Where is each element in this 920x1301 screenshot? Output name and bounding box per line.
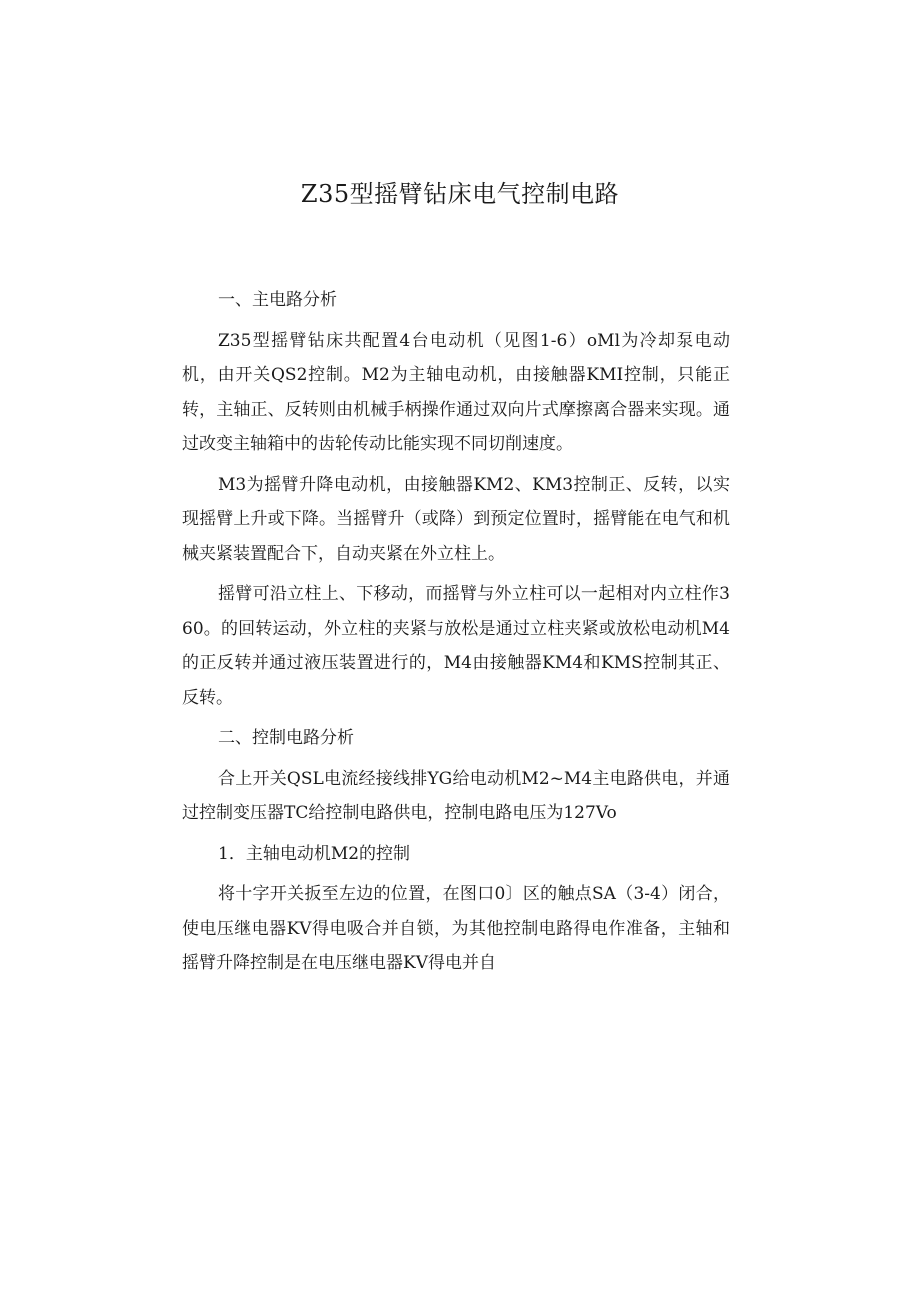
paragraph-power-supply: 合上开关QSL电流经接线排YG给电动机M2~M4主电路供电，并通过控制变压器TC给控制电路供电，控制电路电压为127Vo (182, 768, 730, 823)
paragraph-column-clamp: 摇臂可沿立柱上、下移动，而摇臂与外立柱可以一起相对内立柱作360。的回转运动，外立柱的夹紧与放松是通过立柱夹紧或放松电动机M4的正反转并通过液压装置进行的，M4由接触器KM4和KMS控制其正、反转。 (182, 584, 730, 708)
subsection-heading-spindle-motor: 1．主轴电动机M2的控制 (218, 843, 411, 864)
paragraph-arm-lift-motor: M3为摇臂升降电动机，由接触器KM2、KM3控制正、反转，以实现摇臂上升或下降。当摇臂升（或降）到预定位置时，摇臂能在电气和机械夹紧装置配合下，自动夹紧在外立柱上。 (182, 474, 730, 564)
document-title: Z35型摇臂钻床电气控制电路 (300, 180, 620, 208)
section-heading-control-circuit: 二、控制电路分析 (218, 728, 354, 748)
document-body (182, 283, 730, 987)
paragraph-cross-switch: 将十字开关扳至左边的位置，在图口0〕区的触点SA（3-4）闭合，使电压继电器KV得电吸合并自锁，为其他控制电路得电作准备，主轴和摇臂升降控制是在电压继电器KV得电并自 (182, 884, 730, 973)
paragraph-motors-overview: Z35型摇臂钻床共配置4台电动机（见图1-6）oMl为冷却泵电动机，由开关QS2控制。M2为主轴电动机，由接触器KMI控制，只能正转，主轴正、反转则由机械手柄操作通过双向片式摩擦离合器来实现。通过改变主轴箱中的齿轮传动比能实现不同切削速度。 (182, 330, 730, 454)
section-heading-main-circuit: 一、主电路分析 (218, 290, 337, 310)
